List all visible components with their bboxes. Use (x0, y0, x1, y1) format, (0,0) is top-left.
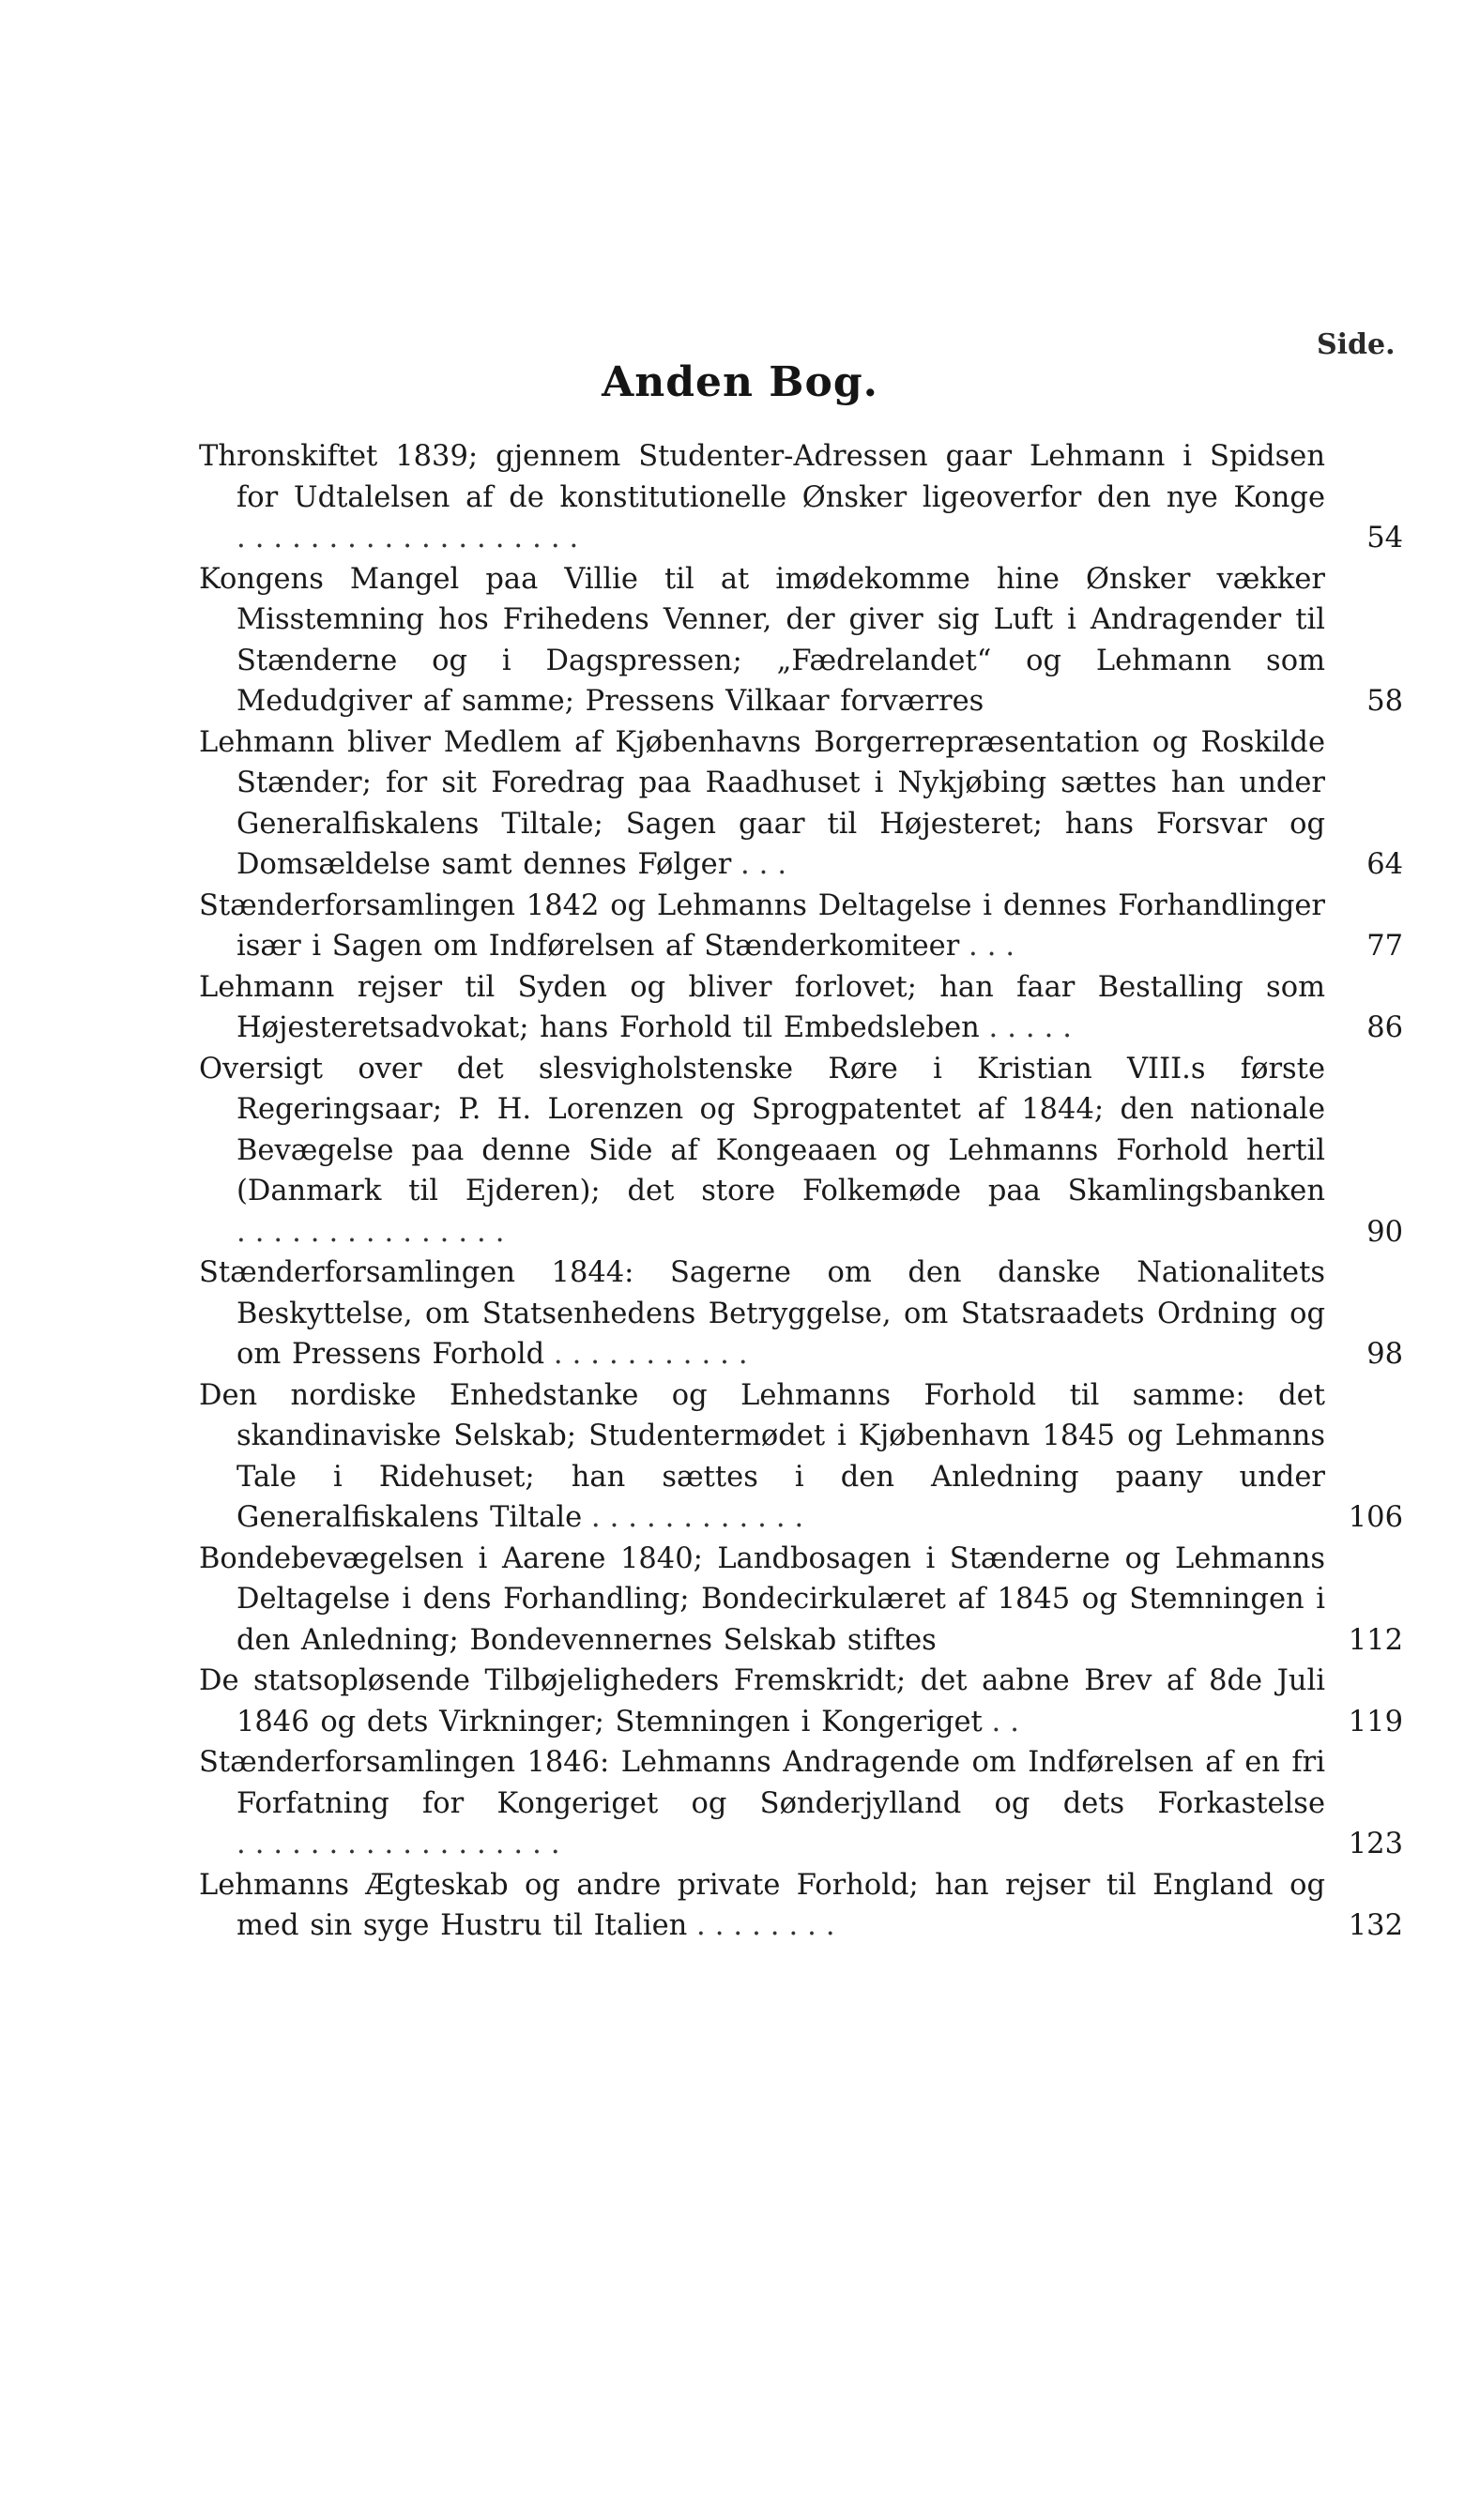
toc-entry-text: Bondebevægelsen i Aarene 1840; Landbosagen i Stænderne og Lehmanns Deltagelse i dens Forhandling; Bondecirkulæret af 1845 og Stemningen i den Anledning; Bondevennernes Selskab stiftes (199, 1541, 1325, 1657)
toc-page-number: 90 (1366, 1215, 1403, 1249)
toc-entry-text: De statsopløsende Tilbøjeligheders Fremskridt; det aabne Brev af 8de Juli 1846 og dets Virkninger; Stemningen i Kongeriget (199, 1664, 1325, 1738)
toc-entry (199, 1049, 1403, 1253)
leader-dots: ............ (590, 1501, 814, 1534)
toc-entry (199, 886, 1403, 967)
table-of-contents (199, 436, 1403, 1947)
toc-page-number: 106 (1348, 1501, 1403, 1534)
toc-entry-text: Stænderforsamlingen 1842 og Lehmanns Deltagelse i dennes Forhandlinger især i Sagen om Indførelsen af Stænderkomiteer (199, 888, 1325, 963)
toc-entry (199, 1742, 1403, 1865)
toc-entry-text: Lehmann bliver Medlem af Kjøbenhavns Borgerrepræsentation og Roskilde Stænder; for sit Foredrag paa Raadhuset i Nykjøbing sættes han under Generalfiskalens Tiltale; Sagen gaar til Højesteret; hans Forsvar og Domsældelse samt dennes Følger (199, 725, 1325, 881)
toc-entry (199, 559, 1403, 722)
toc-page-number: 77 (1366, 930, 1403, 963)
page-title: Anden Bog. (602, 358, 878, 406)
toc-entry (199, 436, 1403, 559)
toc-page-number: 54 (1366, 522, 1403, 554)
leader-dots: .. (991, 1705, 1029, 1738)
leader-dots: ................... (236, 522, 588, 554)
toc-page-number: 58 (1366, 685, 1403, 718)
leader-dots: ..... (988, 1011, 1081, 1044)
toc-entry-text: Oversigt over det slesvigholstenske Røre i Kristian VIII.s første Regeringsaar; P. H. Lorenzen og Sprogpatentet af 1844; den nationale Bevægelse paa denne Side af Kongeaaen og Lehmanns Forhold hertil (Danmark til Ejderen); det store Folkemøde paa Skamlingsbanken (199, 1052, 1325, 1207)
toc-entry (199, 1661, 1403, 1742)
toc-page-number: 123 (1348, 1828, 1403, 1860)
toc-entry (199, 1375, 1403, 1539)
toc-entry-text: Kongens Mangel paa Villie til at imødekomme hine Ønsker vækker Misstemning hos Frihedens Venner, der giver sig Luft i Andragender til Stænderne og i Dagspressen; „Fædrelandet“ og Lehmann som Medudgiver af samme; Pressens Vilkaar forværres (199, 562, 1325, 718)
toc-page-number: 64 (1366, 848, 1403, 881)
leader-dots: ... (969, 930, 1025, 963)
leader-dots: ............... (236, 1215, 514, 1249)
leader-dots: .................. (236, 1828, 570, 1860)
toc-entry-text: Thronskiftet 1839; gjennem Studenter-Adressen gaar Lehmann i Spidsen for Udtalelsen af de konstitutionelle Ønsker ligeoverfor den nye Konge (199, 440, 1325, 514)
page-column-label: Side. (1317, 328, 1396, 361)
toc-page-number: 119 (1348, 1705, 1403, 1738)
leader-dots: ........... (553, 1338, 757, 1371)
toc-page-number: 112 (1348, 1623, 1403, 1657)
toc-page-number: 86 (1366, 1011, 1403, 1044)
leader-dots: ........ (696, 1909, 845, 1942)
toc-entry-text: Stænderforsamlingen 1844: Sagerne om den danske Nationalitets Beskyttelse, om Statsenhedens Betryggelse, om Statsraadets Ordning og om Pressens Forhold (199, 1256, 1325, 1371)
toc-entry (199, 967, 1403, 1049)
leader-dots: ... (740, 848, 797, 881)
toc-entry-text: Lehmann rejser til Syden og bliver forlovet; han faar Bestalling som Højesteretsadvokat; hans Forhold til Embedsleben (199, 970, 1325, 1044)
toc-entry (199, 1865, 1403, 1947)
toc-entry (199, 722, 1403, 886)
toc-entry-text: Den nordiske Enhedstanke og Lehmanns Forhold til samme: det skandinaviske Selskab; Studentermødet i Kjøbenhavn 1845 og Lehmanns Tale i Ridehuset; han sættes i den Anledning paany under Generalfiskalens Tiltale (199, 1378, 1325, 1534)
toc-page-number: 98 (1366, 1338, 1403, 1371)
toc-entry-text: Stænderforsamlingen 1846: Lehmanns Andragende om Indførelsen af en fri Forfatning for Kongeriget og Sønderjylland og dets Forkastelse (199, 1746, 1325, 1820)
toc-page-number: 132 (1348, 1909, 1403, 1942)
toc-entry-text: Lehmanns Ægteskab og andre private Forhold; han rejser til England og med sin syge Hustru til Italien (199, 1868, 1325, 1942)
toc-entry (199, 1539, 1403, 1662)
toc-entry (199, 1252, 1403, 1375)
